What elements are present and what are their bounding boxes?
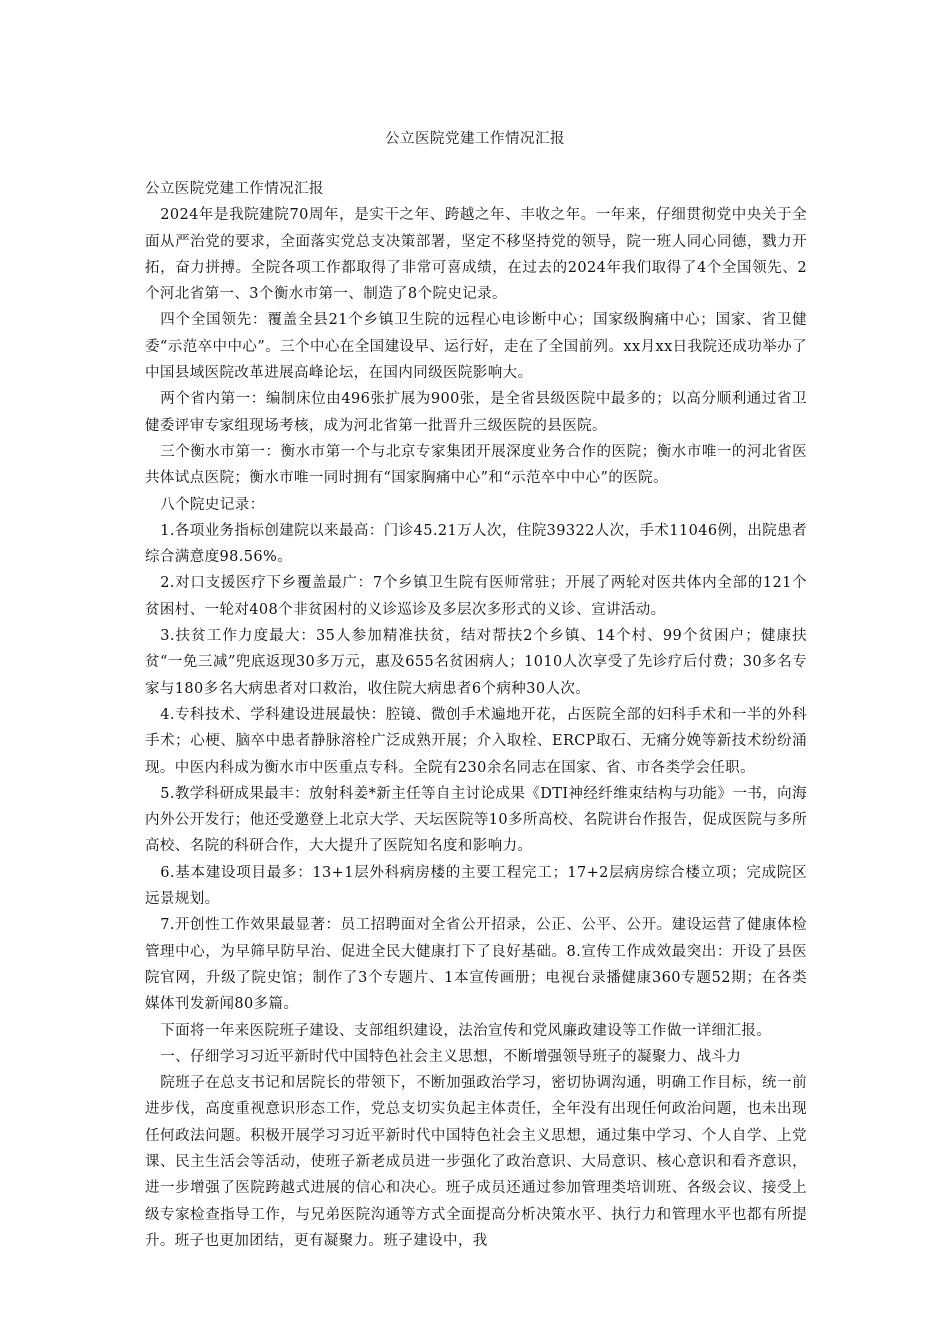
paragraph-section-body: 院班子在总支书记和居院长的带领下，不断加强政治学习，密切协调沟通，明确工作目标，统一前进步伐，高度重视意识形态工作，党总支切实负起主体责任，全年没有出现任何政治问题，也未出现任何政法问题。积极开展学习习近平新时代中国特色社会主义思想，通过集中学习、个人自学、上党课、民主生活会等活动，使班子新老成员进一步强化了政治意识、大局意识、核心意识和看齐意识，进一步增强了医院跨越式进展的信心和决心。班子成员还通过参加管理类培训班、各级会议、接受上级专家检查指导工作，与兄弟医院沟通等方式全面提高分析决策水平、执行力和管理水平也都有所提升。班子也更加团结，更有凝聚力。班子建设中，我 [145,1075,807,1249]
list-item: 3.扶贫工作力度最大：35人参加精准扶贫，结对帮扶2个乡镇、14个村、99个贫困户；健康扶贫“一免三减”兜底返现30多万元，惠及655名贫困病人；1010人次享受了先诊疗后付费；30多名专家与180多名大病患者对口救治，收住院大病患者6个病种30人次。 [145,628,807,697]
list-item: 2.对口支援医疗下乡覆盖最广：7个乡镇卫生院有医师常驻；开展了两轮对医共体内全部的121个贫困村、一轮对408个非贫困村的义诊巡诊及多层次多形式的义诊、宣讲活动。 [145,575,807,618]
list-item: 5.教学科研成果最丰：放射科姜*新主任等自主讨论成果《DTI神经纤维束结构与功能》一书，向海内外公开发行；他还受邀登上北京大学、天坛医院等10多所高校、名院讲台作报告，促成医院与多所高校、名院的科研合作，大大提升了医院知名度和影响力。 [145,785,807,855]
list-item: 6.基本建设项目最多：13+1层外科病房楼的主要工程完工；17+2层病房综合楼立项；完成院区远景规划。 [145,864,807,908]
paragraph-city-first: 三个衡水市第一：衡水市第一个与北京专家集团开展深度业务合作的医院；衡水市唯一的河北省医共体试点医院；衡水市唯一同时拥有“国家胸痛中心”和“示范卒中中心”的医院。 [145,443,807,487]
paragraph-national-lead: 四个全国领先：覆盖全县21个乡镇卫生院的远程心电诊断中心；国家级胸痛中心；国家、省卫健委“示范卒中中心”。三个中心在全国建设早、运行好，走在了全国前列。xx月xx日我院还成功举办了中国县域医院改革进展高峰论坛，在国内同级医院影响大。 [145,312,807,382]
paragraph-transition: 下面将一年来医院班子建设、支部组织建设，法治宣传和党风廉政建设等工作做一详细汇报。 [160,1022,772,1039]
list-item: 1.各项业务指标创建院以来最高：门诊45.21万人次，住院39322人次，手术11046例，出院患者综合满意度98.56%。 [145,522,807,566]
paragraph-intro: 2024年是我院建院70周年，是实干之年、跨越之年、丰收之年。一年来，仔细贯彻党中央关于全面从严治党的要求，全面落实党总支决策部署，坚定不移坚持党的领导，院一班人同心同德，戮力开拓，奋力拼搏。全院各项工作都取得了非常可喜成绩，在过去的2024年我们取得了4个全国领先、2个河北省第一、3个衡水市第一、制造了8个院史记录。 [145,207,807,303]
list-item: 7.开创性工作效果最显著：员工招聘面对全省公开招录，公正、公平、公开。建设运营了健康体检管理中心，为早筛早防早治、促进全民大健康打下了良好基础。8.宣传工作成效最突出：开设了县医院官网，升级了院史馆；制作了3个专题片、1本宣传画册；电视台录播健康360专题52期；在各类媒体刊发新闻80多篇。 [145,917,807,1013]
body-heading: 公立医院党建工作情况汇报 [145,181,324,197]
document-body [145,176,807,1254]
paragraph-records-heading: 八个院史记录： [160,496,265,513]
paragraph-province-first: 两个省内第一：编制床位由496张扩展为900张，是全省县级医院中最多的；以高分顺利通过省卫健委评审专家组现场考核，成为河北省第一批晋升三级医院的县医院。 [145,391,807,434]
list-item: 4.专科技术、学科建设进展最快：腔镜、微创手术遍地开花，占医院全部的妇科手术和一半的外科手术；心梗、脑卒中患者静脉溶栓广泛成熟开展；介入取栓、ERCP取石、无痛分娩等新技术纷纷涌现。中医内科成为衡水市中医重点专科。全院有230余名同志在国家、省、市各类学会任职。 [145,706,807,776]
section-heading: 一、仔细学习习近平新时代中国特色社会主义思想，不断增强领导班子的凝聚力、战斗力 [160,1048,742,1065]
document-title: 公立医院党建工作情况汇报 [385,131,565,147]
